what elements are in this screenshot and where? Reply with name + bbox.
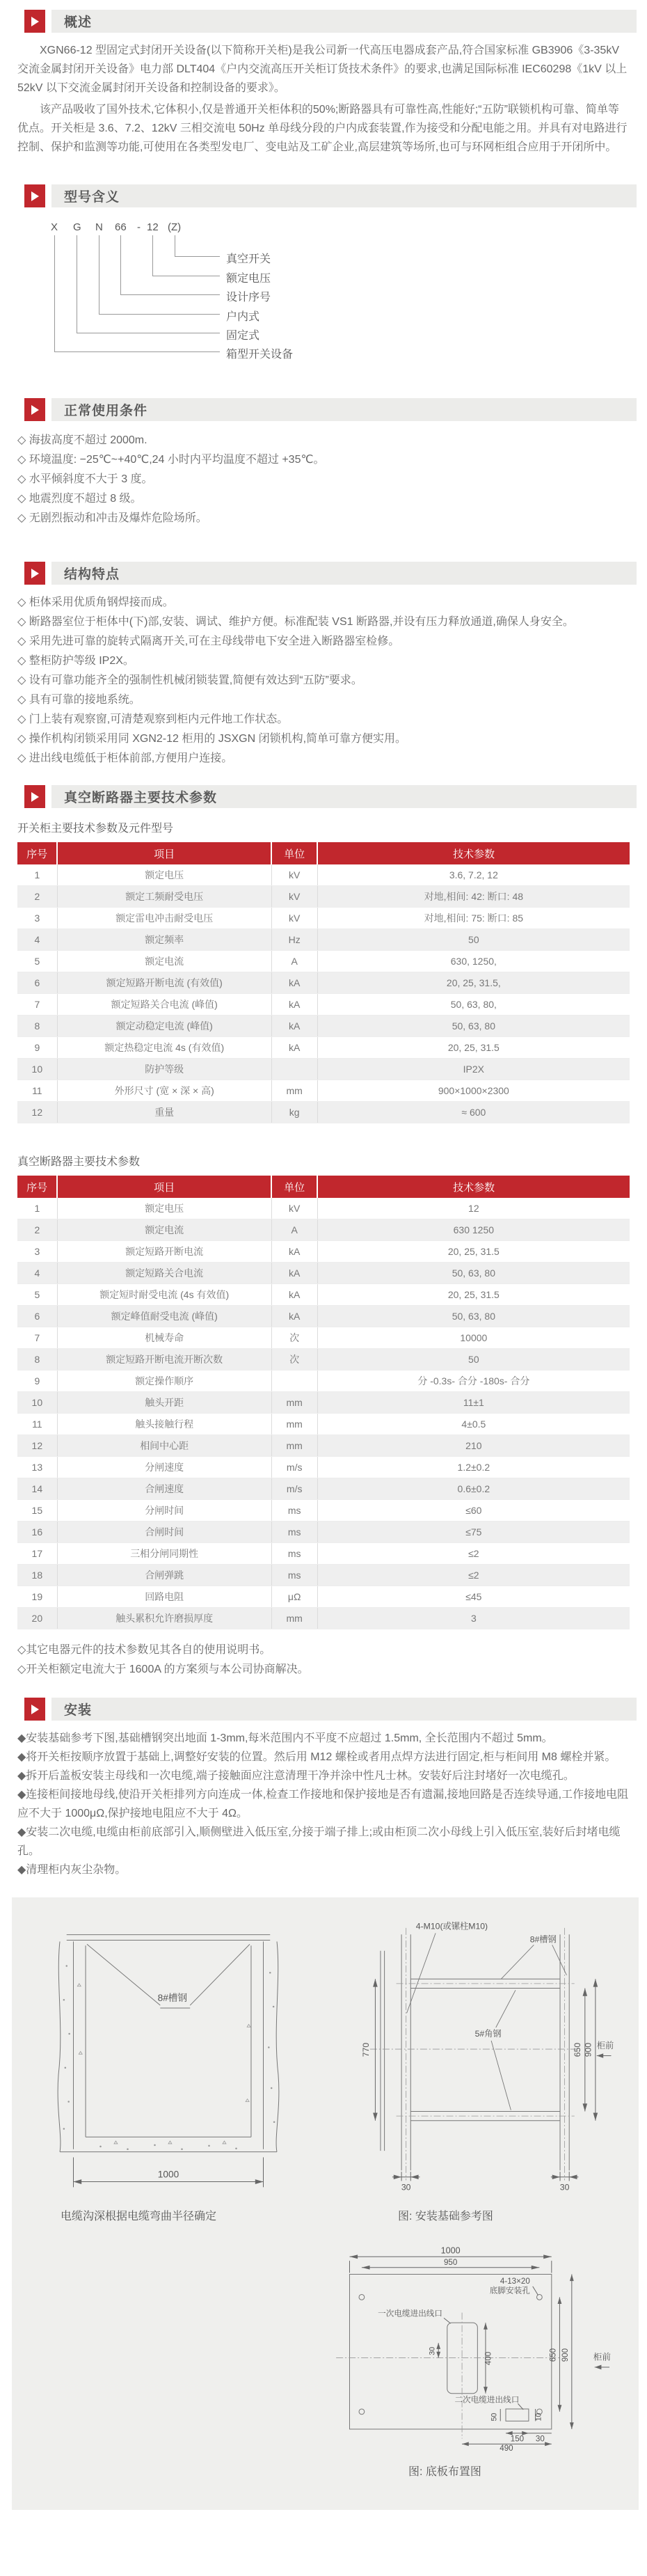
table-cell: ≤60 — [317, 1500, 630, 1522]
table-cell: 19 — [17, 1586, 57, 1608]
foundation-bolt-label: 4-M10(或镙柱M10) — [415, 1921, 488, 1931]
table-cell: 12 — [17, 1435, 57, 1457]
plate-dim-10: 10 — [534, 2412, 543, 2421]
table-cell: 15 — [17, 1500, 57, 1522]
table-cell: 额定工频耐受电压 — [57, 886, 271, 908]
feature-item: ◇ 门上装有观察窗,可清楚观察到柜内元件地工作状态。 — [17, 713, 289, 725]
table-cell: 额定短路开断电流 — [57, 1241, 271, 1263]
table-cell: ms — [271, 1565, 317, 1586]
table-cell: 3 — [17, 908, 57, 929]
model-code-char: - — [137, 221, 141, 233]
table-cell: 4 — [17, 929, 57, 951]
table-row — [17, 1414, 630, 1435]
foundation-front-label: 柜前 — [596, 2041, 614, 2051]
trench-steel-label: 8#槽钢 — [157, 1993, 188, 2004]
table-cell: 10000 — [317, 1327, 630, 1349]
feature-item: ◇ 整柜防护等级 IP2X。 — [17, 655, 134, 667]
section-title-bar — [51, 184, 637, 207]
table-row — [17, 1306, 630, 1327]
table-cell: 重量 — [57, 1102, 271, 1123]
table-cell: kV — [271, 864, 317, 886]
plate-dim-1000: 1000 — [440, 2245, 461, 2256]
foundation-dim-770: 770 — [361, 2042, 371, 2057]
table-cell: 210 — [317, 1435, 630, 1457]
installation-diagrams-panel — [12, 1897, 639, 2510]
table-cell: 1.2±0.2 — [317, 1457, 630, 1478]
table-cell: 3 — [17, 1241, 57, 1263]
model-code-char: (Z) — [168, 221, 182, 233]
plate-hole-label: 4-13×20 — [500, 2277, 530, 2286]
model-code-char: N — [95, 221, 103, 233]
table-cell: 900×1000×2300 — [317, 1080, 630, 1102]
section-marker-icon — [24, 1698, 45, 1721]
parameter-notes — [0, 1641, 647, 1680]
table-subtitle: 真空断路器主要技术参数 — [17, 1156, 141, 1168]
table-subtitle: 开关柜主要技术参数及元件型号 — [17, 823, 174, 835]
section-marker-icon — [24, 785, 45, 808]
table-header-row — [17, 842, 630, 864]
table-cell: kA — [271, 972, 317, 994]
model-label: 箱型开关设备 — [226, 349, 294, 361]
plate-dim-50: 50 — [490, 2412, 499, 2421]
section-header-parameters — [24, 785, 637, 808]
table-cell: kA — [271, 1037, 317, 1059]
section-title: 真空断路器主要技术参数 — [64, 791, 218, 805]
features-list — [0, 593, 647, 768]
plate-hole-label: 底脚安装孔 — [489, 2286, 530, 2296]
table-cell: 50, 63, 80 — [317, 1016, 630, 1037]
table-cell: 分闸时间 — [57, 1500, 271, 1522]
table-cell: 4 — [17, 1263, 57, 1284]
table-row — [17, 1370, 630, 1392]
plate-dim-490: 490 — [500, 2444, 513, 2451]
conditions-list — [0, 431, 647, 528]
section-header-features — [24, 562, 637, 585]
table-cell: 17 — [17, 1543, 57, 1565]
table-cell: 合闸速度 — [57, 1478, 271, 1500]
table-row — [17, 1219, 630, 1241]
table-cell: 12 — [317, 1198, 630, 1219]
table-cell: 额定峰值耐受电流 (峰值) — [57, 1306, 271, 1327]
table-cell: 20, 25, 31.5 — [317, 1037, 630, 1059]
table-cell: 合闸弹跳 — [57, 1565, 271, 1586]
table-cell: 6 — [17, 972, 57, 994]
section-marker-icon — [24, 398, 45, 421]
table-cell: 分 -0.3s- 合分 -180s- 合分 — [317, 1370, 630, 1392]
triangle-icon — [31, 569, 39, 578]
column-header: 序号 — [17, 842, 57, 864]
table-cell: 额定电流 — [57, 951, 271, 972]
table-cell: mm — [271, 1435, 317, 1457]
table-cell: ≤75 — [317, 1522, 630, 1543]
table-header-row — [17, 1176, 630, 1198]
breaker-parameters-table — [17, 1176, 630, 1629]
plate-primary-label: 一次电缆进出线口 — [378, 2309, 443, 2318]
column-header: 单位 — [271, 842, 317, 864]
overview-paragraph: 该产品吸收了国外技术,它体积小,仅是普通开关柜体积的50%;断路器具有可靠性高,性能好;“五防”联锁机构可靠、简单等优点。开关柜是 3.6、7.2、12kV 三相交流电 50Hz 单母线分段的户内成套装置,作为接受和分配电能之用。并具有对电路进行控制、保护和监测等功能,可使用在各类型发电厂、变电站及工矿企业,高层建筑等场所,也可与环网柜组合应用于开闭所中。 — [17, 104, 628, 153]
table-row — [17, 1543, 630, 1565]
model-code-char: X — [51, 221, 58, 233]
table-cell: 20 — [17, 1608, 57, 1629]
section-title: 安装 — [64, 1703, 93, 1718]
section-title-bar — [51, 398, 637, 421]
foundation-dim-30a: 30 — [401, 2182, 411, 2192]
table-row — [17, 1478, 630, 1500]
table-cell: ≤2 — [317, 1565, 630, 1586]
table-cell: 8 — [17, 1016, 57, 1037]
table-cell: 12 — [17, 1102, 57, 1123]
table-cell: 0.6±0.2 — [317, 1478, 630, 1500]
feature-item: ◇ 具有可靠的接地系统。 — [17, 694, 141, 706]
table-row — [17, 994, 630, 1016]
table-cell: μΩ — [271, 1586, 317, 1608]
model-label: 户内式 — [226, 311, 260, 323]
table-cell: 5 — [17, 951, 57, 972]
plate-dim-150: 150 — [510, 2434, 525, 2444]
section-title-bar — [51, 785, 637, 808]
table-cell: 50 — [317, 929, 630, 951]
model-label: 额定电压 — [226, 273, 271, 285]
table-cell: 额定频率 — [57, 929, 271, 951]
table-cell: 11 — [17, 1080, 57, 1102]
table-cell: m/s — [271, 1457, 317, 1478]
column-header: 项目 — [57, 1176, 271, 1198]
foundation-caption: 图: 安装基础参考图 — [398, 2211, 493, 2222]
section-title: 型号含义 — [64, 190, 120, 205]
table-cell: kA — [271, 994, 317, 1016]
table-cell: ms — [271, 1543, 317, 1565]
condition-item: ◇ 海拔高度不超过 2000m. — [17, 434, 147, 446]
table-cell: 外形尺寸 (宽 × 深 × 高) — [57, 1080, 271, 1102]
table-row — [17, 1435, 630, 1457]
table-cell: 4±0.5 — [317, 1414, 630, 1435]
condition-item: ◇ 地震烈度不超过 8 级。 — [17, 493, 142, 505]
table-row — [17, 929, 630, 951]
table-cell: 额定短路开断电流 (有效值) — [57, 972, 271, 994]
installation-step: ◆将开关柜按顺序放置于基础上,调整好安装的位置。然后用 M12 螺栓或者用点焊方法进行固定,柜与柜间用 M8 螺栓并紧。 — [17, 1751, 616, 1763]
column-header: 项目 — [57, 842, 271, 864]
table-cell: 11 — [17, 1414, 57, 1435]
foundation-dim-650: 650 — [573, 2042, 583, 2057]
feature-item: ◇ 设有可靠功能齐全的强制性机械闭锁装置,简便有效达到“五防”要求。 — [17, 674, 362, 686]
table-cell: 次 — [271, 1327, 317, 1349]
installation-step: ◆清理柜内灰尘杂物。 — [17, 1864, 127, 1876]
overview-paragraph: XGN66-12 型固定式封闭开关设备(以下简称开关柜)是我公司新一代高压电器成套产品,符合国家标准 GB3906《3-35kV 交流金属封闭开关设备》电力部 DLT404《户内交流高压开关柜订货技术条件》的要求,也满足国际标准 IEC60298《1kV 以上 52kV 以下交流金属封闭开关设备和控制设备的要求》。 — [17, 45, 628, 94]
model-label: 固定式 — [226, 330, 260, 342]
table-cell: kA — [271, 1263, 317, 1284]
plate-front-label: 柜前 — [593, 2352, 611, 2362]
table-row — [17, 886, 630, 908]
table-row — [17, 1059, 630, 1080]
table-cell: 8 — [17, 1349, 57, 1370]
column-header: 序号 — [17, 1176, 57, 1198]
table-cell: kV — [271, 1198, 317, 1219]
table-cell: 1 — [17, 864, 57, 886]
table-cell: A — [271, 1219, 317, 1241]
table-row — [17, 1037, 630, 1059]
section-header-conditions — [24, 398, 637, 421]
section-header-model — [24, 184, 637, 207]
table-cell: 13 — [17, 1457, 57, 1478]
table-cell — [271, 1059, 317, 1080]
table-cell: 相间中心距 — [57, 1435, 271, 1457]
table-cell: ms — [271, 1500, 317, 1522]
plate-dim-400: 400 — [484, 2351, 493, 2366]
table-cell — [271, 1370, 317, 1392]
table-cell: 3.6, 7.2, 12 — [317, 864, 630, 886]
switchgear-parameters-table — [17, 842, 630, 1123]
section-marker-icon — [24, 562, 45, 585]
section-title-bar — [51, 1698, 637, 1721]
feature-item: ◇ 柜体采用优质角钢焊接而成。 — [17, 596, 174, 608]
table-cell: 额定短路关合电流 (峰值) — [57, 994, 271, 1016]
table-cell: kV — [271, 886, 317, 908]
section-marker-icon — [24, 184, 45, 207]
table-cell: 11±1 — [317, 1392, 630, 1414]
table-row — [17, 1608, 630, 1629]
table-cell: 18 — [17, 1565, 57, 1586]
triangle-icon — [31, 1705, 39, 1714]
table-row — [17, 1080, 630, 1102]
table-cell: 2 — [17, 886, 57, 908]
installation-list — [0, 1729, 647, 1879]
table-cell: 9 — [17, 1370, 57, 1392]
table-cell: 触头累积允许磨损厚度 — [57, 1608, 271, 1629]
foundation-channel-label: 8#槽钢 — [529, 1934, 557, 1945]
table-cell: 10 — [17, 1392, 57, 1414]
section-title: 结构特点 — [64, 567, 120, 582]
condition-item: ◇ 环境温度: −25℃~+40℃,24 小时内平均温度不超过 +35℃。 — [17, 454, 325, 466]
triangle-icon — [31, 792, 39, 802]
table-cell: 2 — [17, 1219, 57, 1241]
foundation-angle-label: 5#角钢 — [474, 2029, 502, 2039]
model-code-char: 66 — [115, 221, 127, 233]
table-cell: ≤45 — [317, 1586, 630, 1608]
table-cell: m/s — [271, 1478, 317, 1500]
section-title: 正常使用条件 — [64, 404, 148, 418]
foundation-dim-900: 900 — [583, 2042, 593, 2057]
table-cell: 50 — [317, 1349, 630, 1370]
installation-step: ◆连接柜间接地母线,使沿开关柜排列方向连成一体,检查工作接地和保护接地是否有遗漏,接地回路是否连续导通,工作接地电阻应不大于 1000μΩ,保护接地电阻应不大于 4Ω。 — [17, 1789, 629, 1819]
installation-step: ◆安装基础参考下图,基础槽钢突出地面 1-3mm,每米范围内不平度不应超过 1.5mm, 全长范围内不超过 5mm。 — [17, 1732, 553, 1744]
table-cell: 额定电压 — [57, 1198, 271, 1219]
table-cell: 额定热稳定电流 4s (有效值) — [57, 1037, 271, 1059]
cable-trench-diagram — [43, 1925, 294, 2197]
table-cell: 额定操作顺序 — [57, 1370, 271, 1392]
model-code-diagram — [17, 221, 647, 369]
table-cell: 触头接触行程 — [57, 1414, 271, 1435]
table-cell: 次 — [271, 1349, 317, 1370]
table-cell: A — [271, 951, 317, 972]
table-cell: 三相分闸同期性 — [57, 1543, 271, 1565]
table-cell: 防护等级 — [57, 1059, 271, 1080]
feature-item: ◇ 进出线电缆低于柜体前部,方便用户连接。 — [17, 752, 233, 764]
table-cell: 额定短路开断电流开断次数 — [57, 1349, 271, 1370]
table-cell: 20, 25, 31.5 — [317, 1284, 630, 1306]
table-cell: 9 — [17, 1037, 57, 1059]
table-cell: 50, 63, 80, — [317, 994, 630, 1016]
table-cell: Hz — [271, 929, 317, 951]
section-header-installation — [24, 1698, 637, 1721]
table-cell: 对地,相间: 75: 断口: 85 — [317, 908, 630, 929]
table-cell: kA — [271, 1284, 317, 1306]
table-cell: ms — [271, 1522, 317, 1543]
table-cell: 6 — [17, 1306, 57, 1327]
section-title-bar — [51, 562, 637, 585]
table-cell: 5 — [17, 1284, 57, 1306]
table-cell: 1 — [17, 1198, 57, 1219]
table-row — [17, 1198, 630, 1219]
foundation-diagram — [335, 1915, 628, 2197]
table-cell: 对地,相间: 42: 断口: 48 — [317, 886, 630, 908]
plate-caption: 图: 底板布置图 — [408, 2466, 481, 2478]
note-item: ◇其它电器元件的技术参数见其各自的使用说明书。 — [17, 1644, 271, 1656]
feature-item: ◇ 断路器室位于柜体中(下)部,安装、调试、维护方便。标准配装 VS1 断路器,并设有压力释放通道,确保人身安全。 — [17, 616, 574, 628]
table-cell: mm — [271, 1414, 317, 1435]
plate-dim-30: 30 — [428, 2346, 437, 2355]
table-row — [17, 1522, 630, 1543]
table-cell: 额定电流 — [57, 1219, 271, 1241]
section-title-bar — [51, 10, 637, 33]
triangle-icon — [31, 405, 39, 415]
table-row — [17, 1241, 630, 1263]
installation-step: ◆安装二次电缆,电缆由柜前底部引入,顺侧壁进入低压室,分接于端子排上;或由柜顶二次小母线上引入低压室,装好后封堵电缆孔。 — [17, 1826, 621, 1857]
table-cell: 额定短路关合电流 — [57, 1263, 271, 1284]
table-row — [17, 951, 630, 972]
table-cell: 回路电阻 — [57, 1586, 271, 1608]
table-cell: 20, 25, 31.5 — [317, 1241, 630, 1263]
table-row — [17, 1349, 630, 1370]
installation-step: ◆拆开后盖板安装主母线和一次电缆,端子接触面应注意清理干净并涂中性凡士林。安装好后注封堵好一次电缆孔。 — [17, 1770, 575, 1782]
column-header: 单位 — [271, 1176, 317, 1198]
plate-dim-30b: 30 — [535, 2434, 545, 2444]
table-cell: kA — [271, 1016, 317, 1037]
table-cell: IP2X — [317, 1059, 630, 1080]
table-cell: 14 — [17, 1478, 57, 1500]
table-row — [17, 1327, 630, 1349]
feature-item: ◇ 操作机构闭锁采用同 XGN2-12 柜用的 JSXGN 闭锁机构,简单可靠方便实用。 — [17, 733, 407, 745]
model-code-char: 12 — [147, 221, 159, 233]
table-cell: 10 — [17, 1059, 57, 1080]
triangle-icon — [31, 17, 39, 26]
table-cell: kA — [271, 1306, 317, 1327]
table-row — [17, 1565, 630, 1586]
table-row — [17, 1102, 630, 1123]
table-cell: 20, 25, 31.5, — [317, 972, 630, 994]
table-cell: 630, 1250, — [317, 951, 630, 972]
trench-caption: 电缆沟深根据电缆弯曲半径确定 — [61, 2211, 217, 2222]
table-cell: 7 — [17, 994, 57, 1016]
plate-dim-900: 900 — [561, 2348, 570, 2362]
table-cell: 50, 63, 80 — [317, 1263, 630, 1284]
condition-item: ◇ 无剧烈振动和冲击及爆炸危险场所。 — [17, 512, 207, 524]
table-cell: 额定动稳定电流 (峰值) — [57, 1016, 271, 1037]
table-cell: kg — [271, 1102, 317, 1123]
table-cell: mm — [271, 1080, 317, 1102]
table-row — [17, 1016, 630, 1037]
table-row — [17, 1284, 630, 1306]
section-header-overview — [24, 10, 637, 33]
table-cell: 16 — [17, 1522, 57, 1543]
table-cell: 触头开距 — [57, 1392, 271, 1414]
table-row — [17, 908, 630, 929]
table-cell: mm — [271, 1392, 317, 1414]
plate-dim-650: 650 — [548, 2348, 558, 2362]
table-cell: 额定雷电冲击耐受电压 — [57, 908, 271, 929]
model-connector-line — [54, 235, 220, 352]
table-cell: 额定短时耐受电流 (4s 有效值) — [57, 1284, 271, 1306]
table-cell: mm — [271, 1608, 317, 1629]
table-row — [17, 1586, 630, 1608]
table-cell: 50, 63, 80 — [317, 1306, 630, 1327]
section-marker-icon — [24, 10, 45, 33]
table-row — [17, 1457, 630, 1478]
foundation-dim-30b: 30 — [559, 2182, 570, 2192]
table-row — [17, 1500, 630, 1522]
table-row — [17, 1263, 630, 1284]
table-cell: kA — [271, 1241, 317, 1263]
table-cell: 分闸速度 — [57, 1457, 271, 1478]
table-row — [17, 1392, 630, 1414]
table-cell: ≈ 600 — [317, 1102, 630, 1123]
plate-dim-950: 950 — [443, 2257, 458, 2267]
table-cell: 630 1250 — [317, 1219, 630, 1241]
table-cell: 机械寿命 — [57, 1327, 271, 1349]
table-row — [17, 864, 630, 886]
table-cell: ≤2 — [317, 1543, 630, 1565]
table-cell: 7 — [17, 1327, 57, 1349]
feature-item: ◇ 采用先进可靠的旋转式隔离开关,可在主母线带电下安全进入断路器室检修。 — [17, 635, 400, 647]
table-cell: 合闸时间 — [57, 1522, 271, 1543]
column-header: 技术参数 — [317, 1176, 630, 1198]
table-cell: kV — [271, 908, 317, 929]
note-item: ◇开关柜额定电流大于 1600A 的方案须与本公司协商解决。 — [17, 1664, 309, 1675]
bottom-plate-diagram — [311, 2242, 617, 2451]
model-code-char: G — [73, 221, 81, 233]
trench-width-dim: 1000 — [157, 2169, 179, 2180]
model-label: 设计序号 — [226, 292, 271, 303]
column-header: 技术参数 — [317, 842, 630, 864]
plate-secondary-label: 二次电缆进出线口 — [454, 2395, 520, 2405]
table-cell: 额定电压 — [57, 864, 271, 886]
table-row — [17, 972, 630, 994]
model-label: 真空开关 — [226, 253, 271, 265]
condition-item: ◇ 水平倾斜度不大于 3 度。 — [17, 473, 153, 485]
section-title: 概述 — [64, 15, 93, 30]
table-cell: 3 — [317, 1608, 630, 1629]
triangle-icon — [31, 191, 39, 201]
